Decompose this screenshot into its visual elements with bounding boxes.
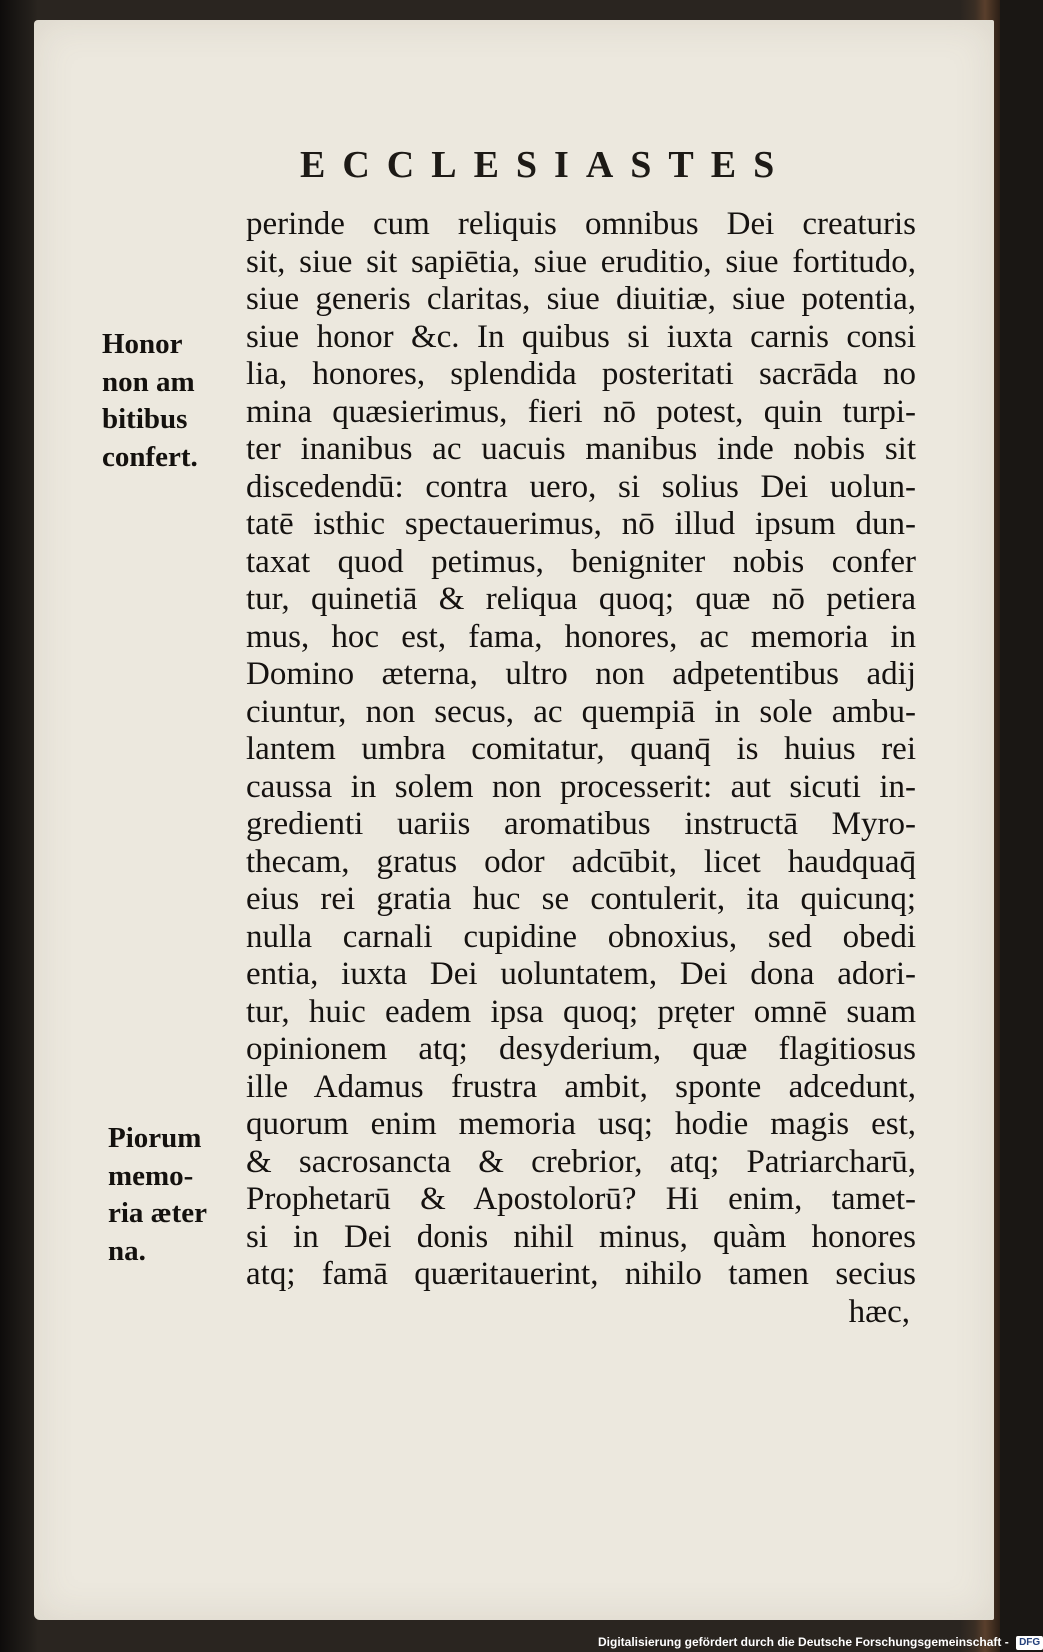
- text-line: mina quæsierimus, fieri nō potest, quin turpi-: [246, 393, 916, 430]
- text-line: siue honor &c. In quibus si iuxta carnis consi: [246, 318, 916, 355]
- text-line: lia, honores, splendida posteritati sacrāda no: [246, 356, 916, 392]
- text-line: & sacrosancta & crebrior, atq; Patriarcharū,: [246, 1143, 916, 1180]
- text-line: gredienti uariis aromatibus instructā Myro-: [246, 806, 916, 842]
- text-line: tur, quinetiā & reliqua quoq; quæ nō petiera: [246, 581, 916, 617]
- text-line: quorum enim memoria usq; hodie magis est,: [246, 1106, 916, 1142]
- margin-note-line: bitibus: [102, 403, 188, 435]
- text-line: discedendū: contra uero, si solius Dei uolun-: [246, 468, 916, 505]
- text-line: taxat quod petimus, benigniter nobis confer: [246, 543, 916, 580]
- margin-note-line: Piorum: [108, 1122, 202, 1154]
- text-line: ter inanibus ac uacuis manibus inde nobis sit: [246, 431, 916, 467]
- margin-note-line: na.: [108, 1234, 146, 1267]
- body-text: [246, 206, 916, 1331]
- text-line: lantem umbra comitatur, quanq̄ is huius rei: [246, 731, 916, 767]
- text-line: Domino æterna, ultro non adpetentibus adij: [246, 656, 916, 692]
- text-line: siue generis claritas, siue diuitiæ, siue potentia,: [246, 281, 916, 317]
- dfg-logo: DFG: [1016, 1636, 1043, 1650]
- text-line: atq; famā quæritauerint, nihilo tamen secius: [246, 1256, 916, 1292]
- text-line: ille Adamus frustra ambit, sponte adcedunt,: [246, 1068, 916, 1105]
- text-line: tur, huic eadem ipsa quoq; pręter omnē suam: [246, 993, 916, 1030]
- margin-note-line: Honor: [102, 328, 183, 360]
- text-line: tatē isthic spectauerimus, nō illud ipsum dun-: [246, 506, 916, 542]
- text-line: nulla carnali cupidine obnoxius, sed obedi: [246, 918, 916, 955]
- text-line: perinde cum reliquis omnibus Dei creaturis: [246, 206, 916, 242]
- margin-note-line: ria æter: [108, 1197, 208, 1229]
- text-line: caussa in solem non processerit: aut sicuti in-: [246, 768, 916, 805]
- text-line: ciuntur, non secus, ac quempiā in sole ambu-: [246, 693, 916, 730]
- catchword: hæc,: [848, 1293, 910, 1330]
- text-line: Prophetarū & Apostolorū? Hi enim, tamet-: [246, 1181, 916, 1217]
- text-line: si in Dei donis nihil minus, quàm honores: [246, 1218, 916, 1255]
- margin-note-line: memo-: [108, 1159, 194, 1192]
- text-line: sit, siue sit sapiētia, siue eruditio, siue fortitudo,: [246, 243, 916, 280]
- footer-text: Digitalisierung gefördert durch die Deutsche Forschungsgemeinschaft -: [598, 1635, 1009, 1649]
- margin-note-honor: [102, 326, 230, 476]
- text-line: mus, hoc est, fama, honores, ac memoria in: [246, 618, 916, 655]
- running-title: ECCLESIASTES: [300, 144, 792, 186]
- margin-note-line: confert.: [102, 440, 198, 473]
- margin-note-piorum: [108, 1120, 236, 1270]
- digitization-footer: [598, 1633, 1043, 1651]
- text-line: eius rei gratia huc se contulerit, ita quicunq;: [246, 881, 916, 917]
- margin-note-line: non am: [102, 365, 195, 398]
- text-line: entia, iuxta Dei uoluntatem, Dei dona adori-: [246, 956, 916, 992]
- text-line: thecam, gratus odor adcūbit, licet haudquaq̄: [246, 843, 916, 880]
- text-line: opinionem atq; desyderium, quæ flagitiosus: [246, 1031, 916, 1067]
